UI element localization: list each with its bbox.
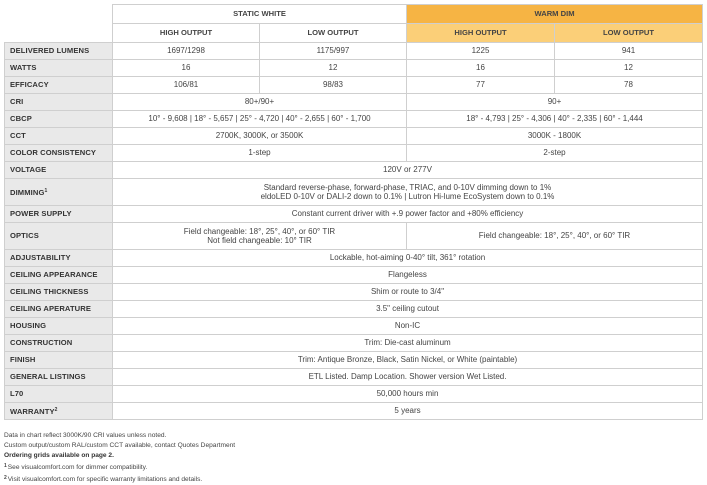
row-label: OPTICS — [5, 223, 113, 250]
cell-value: Lockable, hot-aiming 0-40° tilt, 361° rotation — [113, 250, 703, 267]
cell-value: 77 — [407, 77, 555, 94]
row-general-listings — [5, 369, 703, 386]
row-label: WATTS — [5, 60, 113, 77]
cell-value: 3000K - 1800K — [407, 128, 703, 145]
row-label: CBCP — [5, 111, 113, 128]
row-label: CEILING APERATURE — [5, 301, 113, 318]
optics-line-1: Field changeable: 18°, 25°, 40°, or 60° TIR — [183, 226, 336, 236]
corner-cell — [5, 5, 113, 43]
cell-value: 1175/997 — [260, 43, 407, 60]
cell-value: 120V or 277V — [113, 162, 703, 179]
row-efficacy — [5, 77, 703, 94]
cell-value: 12 — [260, 60, 407, 77]
row-voltage — [5, 162, 703, 179]
row-label: FINISH — [5, 352, 113, 369]
row-optics — [5, 223, 703, 250]
dimming-line-2: eldoLED 0-10V or DALI-2 down to 0.1% | Lutron Hi-lume EcoSystem down to 0.1% — [260, 192, 555, 201]
row-adjustability — [5, 250, 703, 267]
note-text: See visualcomfort.com for dimmer compatibility. — [7, 464, 148, 471]
row-l70 — [5, 386, 703, 403]
row-ceiling-aperature — [5, 301, 703, 318]
cell-value: 80+/90+ — [113, 94, 407, 111]
warm-dim-header: WARM DIM — [407, 5, 703, 24]
note-custom-options: Custom output/custom RAL/custom CCT available, contact Quotes Department — [4, 442, 236, 449]
row-watts — [5, 60, 703, 77]
cell-value: Shim or route to 3/4" — [113, 284, 703, 301]
row-label: ADJUSTABILITY — [5, 250, 113, 267]
row-label: CEILING THICKNESS — [5, 284, 113, 301]
row-label: L70 — [5, 386, 113, 403]
static-high-output-header: HIGH OUTPUT — [113, 24, 260, 43]
cell-value: Field changeable: 18°, 25°, 40°, or 60° TIR — [407, 223, 703, 250]
specifications-table — [4, 4, 703, 420]
row-housing — [5, 318, 703, 335]
cell-value: 2-step — [407, 145, 703, 162]
cell-value: Trim: Die-cast aluminum — [113, 335, 703, 352]
row-ceiling-thickness — [5, 284, 703, 301]
row-label-text: WARRANTY — [10, 406, 55, 416]
static-white-header: STATIC WHITE — [113, 5, 407, 24]
cell-value: 1-step — [113, 145, 407, 162]
cell-value: 10° - 9,608 | 18° - 5,657 | 25° - 4,720 | 40° - 2,655 | 60° - 1,700 — [113, 111, 407, 128]
row-delivered-lumens — [5, 43, 703, 60]
footnote-marker: 2 — [54, 406, 58, 413]
row-cri — [5, 94, 703, 111]
row-cct — [5, 128, 703, 145]
cell-value: 16 — [407, 60, 555, 77]
row-label: EFFICACY — [5, 77, 113, 94]
cell-value: 106/81 — [113, 77, 260, 94]
row-label: CRI — [5, 94, 113, 111]
group-header-row — [5, 5, 703, 24]
row-label: COLOR CONSISTENCY — [5, 145, 113, 162]
row-label: CONSTRUCTION — [5, 335, 113, 352]
cell-value: 3.5" ceiling cutout — [113, 301, 703, 318]
cell-value: ETL Listed. Damp Location. Shower version Wet Listed. — [113, 369, 703, 386]
note-warranty-details — [4, 473, 694, 485]
row-label: CEILING APPEARANCE — [5, 267, 113, 284]
static-low-output-header: LOW OUTPUT — [260, 24, 407, 43]
cell-value — [113, 223, 407, 250]
row-cbcp — [5, 111, 703, 128]
row-label: GENERAL LISTINGS — [5, 369, 113, 386]
cell-value: 78 — [555, 77, 703, 94]
footnote-marker: 2 — [4, 475, 7, 481]
warm-high-output-header: HIGH OUTPUT — [407, 24, 555, 43]
cell-value: 5 years — [113, 403, 703, 420]
cell-value: 2700K, 3000K, or 3500K — [113, 128, 407, 145]
warm-low-output-header: LOW OUTPUT — [555, 24, 703, 43]
dimming-line-1: Standard reverse-phase, forward-phase, TRIAC, and 0-10V dimming down to 1% — [263, 182, 552, 192]
cell-value: 1697/1298 — [113, 43, 260, 60]
cell-value: Trim: Antique Bronze, Black, Satin Nickel, or White (paintable) — [113, 352, 703, 369]
cell-value: 90+ — [407, 94, 703, 111]
cell-value: 12 — [555, 60, 703, 77]
note-text: Visit visualcomfort.com for specific warranty limitations and details. — [7, 476, 203, 483]
row-label: VOLTAGE — [5, 162, 113, 179]
row-color-consistency — [5, 145, 703, 162]
row-label — [5, 403, 113, 420]
optics-line-2: Not field changeable: 10° TIR — [207, 236, 312, 245]
footnote-marker: 1 — [44, 187, 48, 194]
row-construction — [5, 335, 703, 352]
row-label: DELIVERED LUMENS — [5, 43, 113, 60]
cell-value: 18° - 4,793 | 25° - 4,306 | 40° - 2,335 | 60° - 1,444 — [407, 111, 703, 128]
row-label: HOUSING — [5, 318, 113, 335]
note-dimmer-compatibility — [4, 461, 694, 473]
row-dimming — [5, 179, 703, 206]
note-ordering-grids: Ordering grids available on page 2. — [4, 452, 114, 459]
cell-value: 50,000 hours min — [113, 386, 703, 403]
cell-value: Constant current driver with +.9 power factor and +80% efficiency — [113, 206, 703, 223]
row-warranty — [5, 403, 703, 420]
row-label-text: DIMMING — [10, 187, 45, 197]
cell-value: 16 — [113, 60, 260, 77]
cell-value: Flangeless — [113, 267, 703, 284]
cell-value: 98/83 — [260, 77, 407, 94]
cell-value: 1225 — [407, 43, 555, 60]
cell-value: Non-IC — [113, 318, 703, 335]
row-ceiling-appearance — [5, 267, 703, 284]
footnotes — [4, 431, 694, 485]
row-power-supply — [5, 206, 703, 223]
row-label: CCT — [5, 128, 113, 145]
footnote-marker: 1 — [4, 463, 7, 469]
note-data-basis: Data in chart reflect 3000K/90 CRI values unless noted. — [4, 432, 167, 439]
cell-value: 941 — [555, 43, 703, 60]
cell-value — [113, 179, 703, 206]
row-label — [5, 179, 113, 206]
row-label: POWER SUPPLY — [5, 206, 113, 223]
row-finish — [5, 352, 703, 369]
